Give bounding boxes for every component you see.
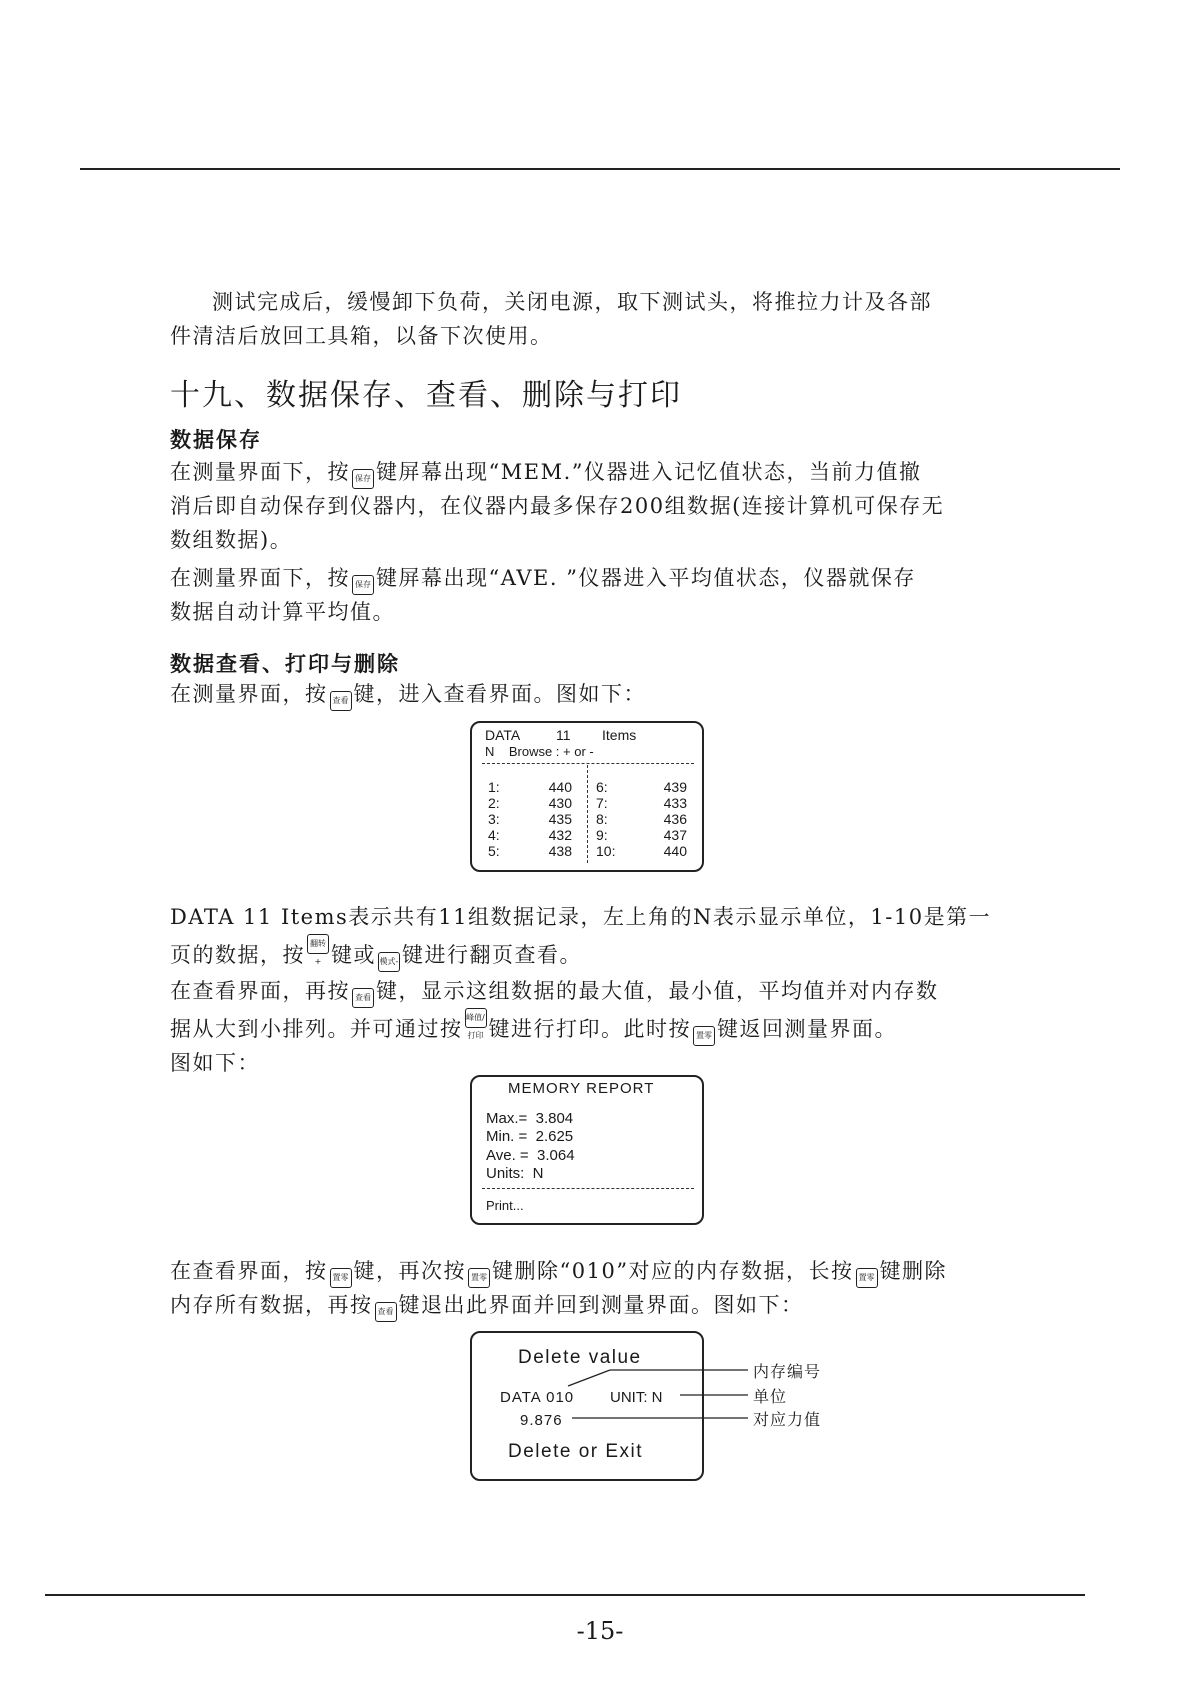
mode-minus-key-icon: 模式- [378,952,400,972]
view-p4-text-b: 键，再次按 [353,1259,466,1283]
list-label: 1: [488,779,500,795]
view-p2-text-d: 键进行翻页查看。 [402,943,582,967]
browse-title-items: Items [602,727,637,743]
view-p3-text-b: 键，显示这组数据的最大值，最小值，平均值并对内存数 [376,979,939,1003]
view-key-icon: 查看 [330,691,352,711]
list-value: 440 [548,779,572,795]
list-label: 4: [488,827,500,843]
zero-key-icon: 置零 [693,1026,715,1046]
page-number: -15- [576,1617,624,1645]
save-p1-text-b: 键屏幕出现“MEM.”仪器进入记忆值状态，当前力值撤 [376,460,922,484]
view-heading: 数据查看、打印与删除 [170,652,400,676]
list-value: 435 [548,811,572,827]
browse-title-data: DATA [485,727,521,743]
view-p4-text-c: 键删除“010”对应的内存数据，长按 [492,1259,854,1283]
list-label: 8: [596,811,608,827]
save-heading: 数据保存 [170,428,262,452]
browse-screen [470,721,704,872]
report-row-units: Units: N [486,1165,544,1182]
view-p3-text-e: 键返回测量界面。 [717,1017,897,1041]
delete-screen [470,1331,704,1481]
list-value: 430 [548,795,572,811]
delete-footer: Delete or Exit [508,1441,644,1462]
save-p1-line-2: 消后即自动保存到仪器内，在仪器内最多保存200组数据(连接计算机可保存无 [170,494,945,518]
peak-print-key-icon: 峰值/打印 [465,1008,487,1028]
callout-force-value: 对应力值 [753,1410,822,1429]
report-row-max: Max.= 3.804 [486,1110,574,1127]
view-p2-text-b: 页的数据，按 [170,943,305,967]
callout-memory-number: 内存编号 [753,1362,822,1381]
browse-subtitle: N Browse : + or - [485,744,594,759]
view-paragraph-2 [170,900,1030,972]
list-label: 3: [488,811,500,827]
delete-value: 9.876 [520,1412,563,1429]
intro-line-1: 测试完成后，缓慢卸下负荷，关闭电源，取下测试头，将推拉力计及各部 [212,290,932,314]
view-key-icon: 查看 [352,988,374,1008]
report-row-ave: Ave. = 3.064 [486,1147,575,1164]
zero-key-icon: 置零 [330,1268,352,1288]
footer-rule [45,1594,1085,1596]
save-p1-line-3: 数组数据)。 [170,528,293,552]
view-p4-text-e: 内存所有数据，再按 [170,1293,373,1317]
header-rule [80,168,1120,170]
list-label: 10: [596,843,616,859]
save-paragraph-1 [170,455,1030,557]
browse-divider [482,763,694,764]
delete-data-label: DATA 010 [500,1389,575,1406]
view-p3-text-c: 据从大到小排列。并可通过按 [170,1017,463,1041]
view-p3-line-3: 图如下： [170,1051,260,1075]
list-label: 9: [596,827,608,843]
save-p2-text-a: 在测量界面下，按 [170,566,350,590]
list-label: 5: [488,843,500,859]
view-p2-text-c: 键或 [331,943,376,967]
list-label: 2: [488,795,500,811]
view-p3-text-d: 键进行打印。此时按 [488,1017,691,1041]
save-p2-text-b: 键屏幕出现“AVE. ”仪器进入平均值状态，仪器就保存 [376,566,916,590]
list-value: 436 [663,811,687,827]
list-value: 440 [663,843,687,859]
intro-paragraph [170,285,1030,353]
section-title: 十九、数据保存、查看、删除与打印 [170,378,682,413]
list-value: 437 [663,827,687,843]
zero-key-icon: 置零 [468,1268,490,1288]
list-value: 432 [548,827,572,843]
report-footer-print: Print... [486,1198,524,1213]
list-value: 438 [548,843,572,859]
zero-key-icon: 置零 [856,1268,878,1288]
report-row-min: Min. = 2.625 [486,1128,574,1145]
save-key-icon: 保存 [352,575,374,595]
list-label: 7: [596,795,608,811]
list-label: 6: [596,779,608,795]
view-p4-text-f: 键退出此界面并回到测量界面。图如下： [398,1293,804,1317]
delete-title: Delete value [518,1347,642,1368]
memory-report-title: MEMORY REPORT [508,1080,655,1097]
view-paragraph-3 [170,974,1030,1080]
memory-report-screen [470,1075,704,1225]
save-key-icon: 保存 [352,469,374,489]
view-p4-text-a: 在查看界面，按 [170,1259,328,1283]
save-paragraph-2 [170,561,1030,629]
list-value: 433 [663,795,687,811]
save-p1-text-a: 在测量界面下，按 [170,460,350,484]
report-divider [482,1188,694,1189]
view-paragraph-4 [170,1254,1030,1322]
flip-plus-key-icon: 翻转+ [307,934,329,954]
browse-column-divider [587,765,588,863]
view-p4-text-d: 键删除 [879,1259,948,1283]
save-p2-line-2: 数据自动计算平均值。 [170,600,395,624]
browse-title-count: 11 [556,727,571,743]
view-p3-text-a: 在查看界面，再按 [170,979,350,1003]
intro-line-2: 件清洁后放回工具箱，以备下次使用。 [170,324,553,348]
view-p1-text-a: 在测量界面，按 [170,682,328,706]
delete-unit-label: UNIT: N [610,1389,663,1406]
view-key-icon: 查看 [375,1302,397,1322]
callout-unit: 单位 [753,1387,788,1406]
view-paragraph-1 [170,677,1030,711]
list-value: 439 [663,779,687,795]
view-p1-text-b: 键，进入查看界面。图如下： [353,682,646,706]
view-p2-line-1: DATA 11 Items表示共有11组数据记录，左上角的N表示显示单位，1-10是第一 [170,905,992,929]
